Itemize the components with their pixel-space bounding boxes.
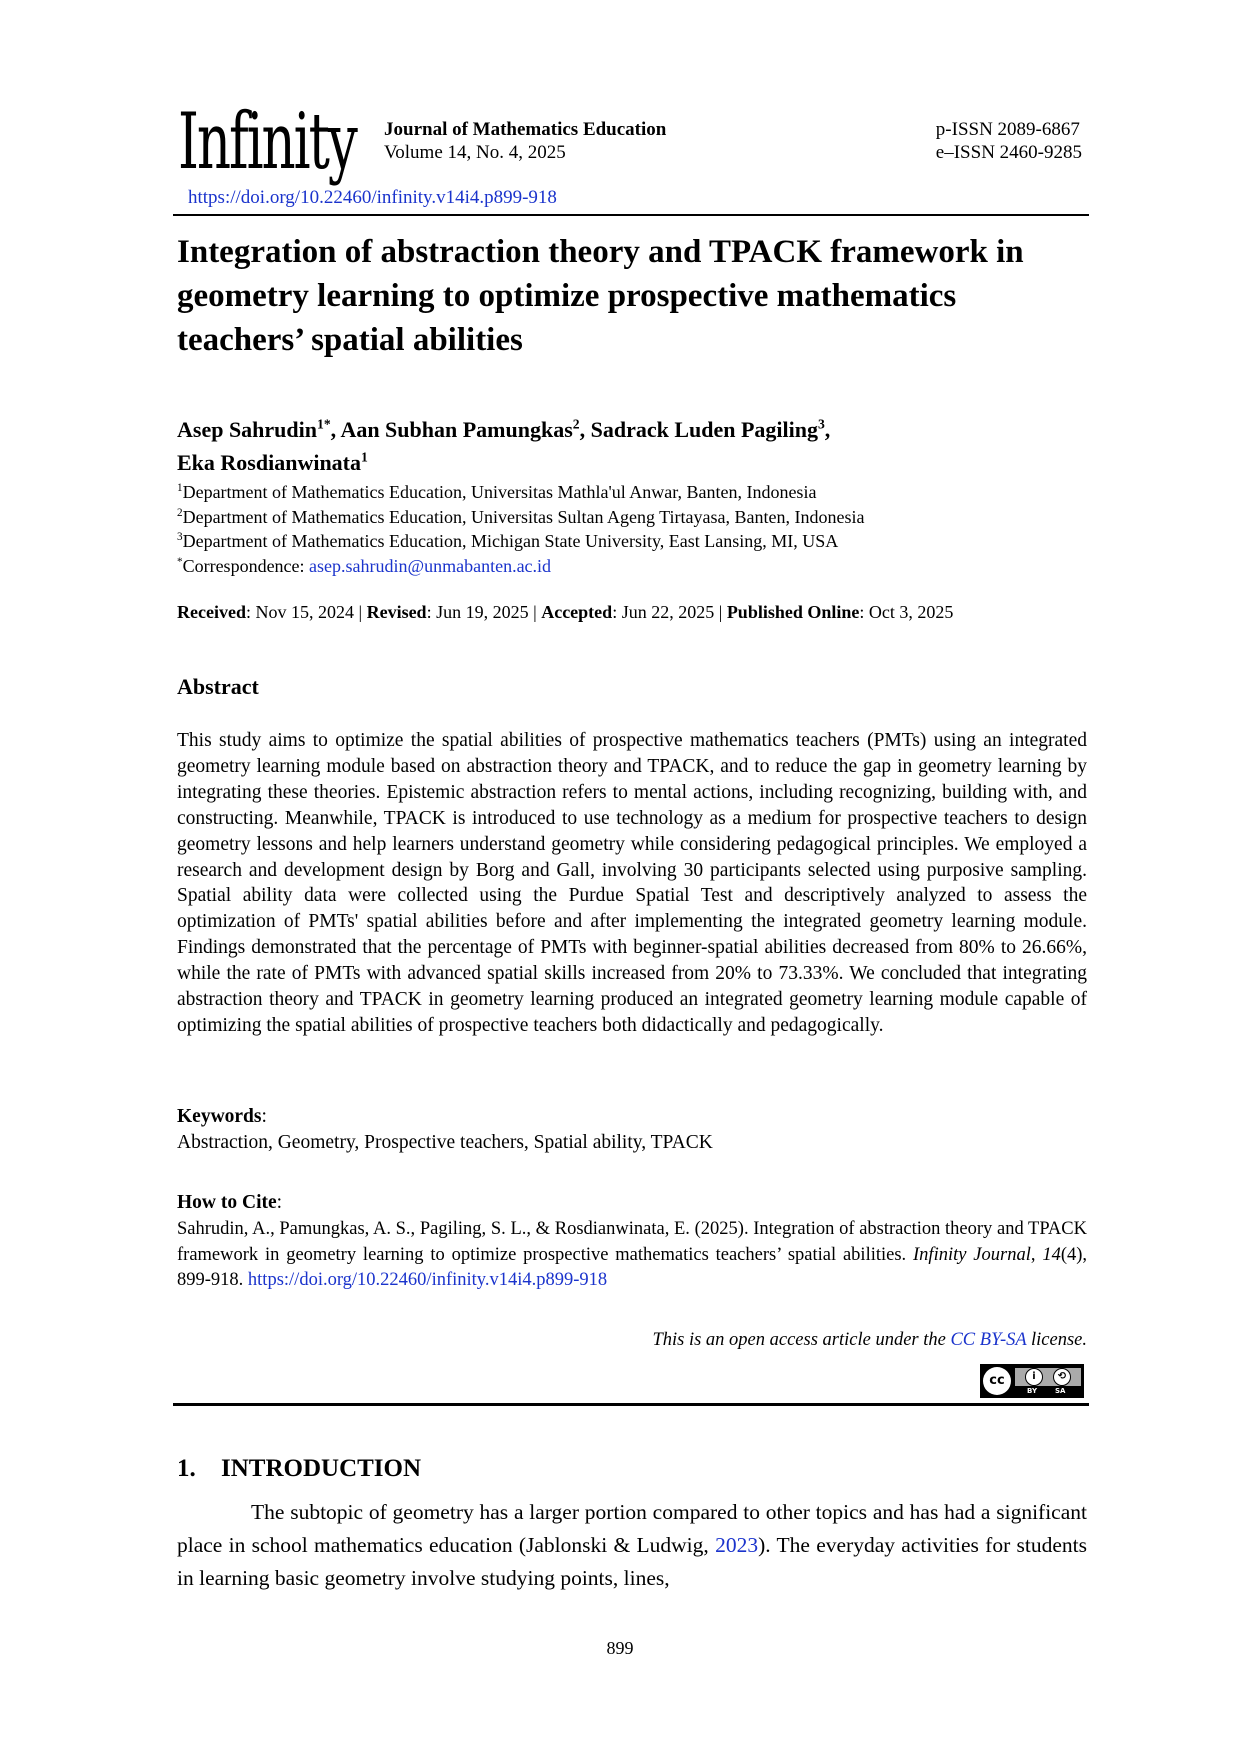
affiliations: [177, 480, 864, 578]
journal-name: Journal of Mathematics Education: [384, 119, 667, 140]
keywords-label: Keywords: [177, 1106, 262, 1127]
article-dates: [177, 600, 953, 624]
citation-doi-link[interactable]: https://doi.org/10.22460/infinity.v14i4.p899-918: [247, 1270, 608, 1290]
license-text-before: This is an open access article under the: [652, 1330, 951, 1350]
affiliation: [177, 505, 864, 530]
author-affil-sup: 3: [817, 416, 825, 432]
author-affil-sup: 1*: [317, 416, 331, 432]
correspondence-sup: *: [177, 555, 183, 568]
published-date: : Oct 3, 2025: [859, 602, 954, 622]
front-matter-divider: [173, 1403, 1089, 1406]
received-date: : Nov 15, 2024: [245, 602, 354, 622]
revised-label: Revised: [366, 602, 427, 622]
header-divider: [173, 214, 1089, 216]
citation-volume: 14: [1042, 1244, 1061, 1265]
author-name: Aan Subhan Pamungkas: [340, 417, 573, 442]
p-issn: p-ISSN 2089-6867: [935, 119, 1080, 140]
affiliation-sup: 2: [177, 506, 183, 519]
cc-by-sa-badge[interactable]: [980, 1364, 1084, 1398]
cc-icon: cc: [983, 1367, 1011, 1395]
citation-label: How to Cite: [177, 1192, 277, 1213]
keywords-colon: :: [261, 1106, 267, 1127]
affiliation-text: Department of Mathematics Education, Michigan State University, East Lansing, MI, USA: [182, 531, 839, 551]
abstract-heading: Abstract: [177, 674, 259, 699]
author-list: Asep Sahrudin$^{1*}$, Aan Subhan Pamungkas$^2$, Sadrack Luden Pagiling$^3$, Eka Rosdianwinata$^1$: [177, 416, 831, 475]
citation-heading: [177, 1192, 282, 1214]
page-number: 899: [606, 1638, 634, 1658]
journal-logo: Infinity: [178, 97, 356, 187]
abstract-text: This study aims to optimize the spatial abilities of prospective mathematics teachers (PMTs) using an integrated geometry learning module based on abstraction theory and TPACK, and to reduce the gap in geometry learning by integrating these theories. Epistemic abstraction refers to mental actions, including recognizing, building with, and constructing. Meanwhile, TPACK is introduced to use technology as a medium for prospective teachers to design geometry lessons and help learners understand geometry while considering pedagogical principles. We employed a research and development design by Borg and Gall, involving 30 participants selected using purposive sampling. Spatial ability data were collected using the Purdue Spatial Test and descriptively analyzed to assess the optimization of PMTs' spatial abilities before and after implementing the integrated geometry learning module. Findings demonstrated that the percentage of PMTs with beginner-spatial abilities decreased from 80% to 26.66%, while the rate of PMTs with advanced spatial skills increased from 20% to 73.33%. We concluded that integrating abstraction theory and TPACK in geometry learning produced an integrated geometry learning module capable of optimizing the spatial abilities of prospective teachers both didactically and pedagogically.: [177, 730, 1087, 1036]
date-separator: |: [714, 602, 727, 622]
correspondence-email-link[interactable]: asep.sahrudin@unmabanten.ac.id: [309, 555, 552, 576]
citation-body: Sahrudin, A., Pamungkas, A. S., Pagiling, S. L., & Rosdianwinata, E. (2025). Integration of abstraction theory and TPACK framework in geometry learning to optimize prospective mathematics teachers’ spatial abilities.: [177, 1219, 1087, 1265]
author-name: Eka Rosdianwinata: [177, 450, 362, 475]
citation-comma: ,: [1030, 1244, 1043, 1265]
e-issn: e–ISSN 2460-9285: [935, 142, 1082, 163]
intro-text-after: ). The everyday activities for students in learning basic geometry involve studying points, lines,: [177, 1533, 1087, 1590]
affiliation-sup: 1: [177, 482, 183, 494]
intro-text-before: The subtopic of geometry has a larger portion compared to other topics and has had a significant place in school mathematics education (Jablonski & Ludwig,: [177, 1500, 1087, 1557]
affiliation-sup: 3: [177, 531, 183, 543]
license-link[interactable]: CC BY-SA: [950, 1330, 1027, 1350]
badge-by-label: BY: [1027, 1387, 1038, 1395]
attribution-icon: i: [1025, 1368, 1043, 1386]
author-affil-sup: 2: [572, 416, 580, 432]
citation-colon: :: [276, 1192, 283, 1213]
accepted-label: Accepted: [541, 602, 613, 622]
affiliation-text: Department of Mathematics Education, Universitas Mathla'ul Anwar, Banten, Indonesia: [182, 482, 817, 502]
accepted-date: : Jun 22, 2025: [612, 602, 715, 622]
keywords-list: Abstraction, Geometry, Prospective teachers, Spatial ability, TPACK: [177, 1132, 713, 1153]
introduction-paragraph: [177, 1496, 1087, 1595]
badge-sa-label: SA: [1055, 1387, 1066, 1395]
correspondence: [177, 554, 864, 579]
section-heading-introduction: [177, 1455, 421, 1483]
reference-link[interactable]: 2023: [715, 1533, 759, 1557]
published-label: Published Online: [726, 602, 860, 622]
article-title: Integration of abstraction theory and TPACK framework in geometry learning to optimize prospective mathematics teachers’ spatial abilities: [177, 234, 1024, 358]
revised-date: : Jun 19, 2025: [426, 602, 529, 622]
author-name: Sadrack Luden Pagiling: [590, 417, 818, 442]
citation-text: [177, 1217, 1087, 1294]
doi-link-header[interactable]: https://doi.org/10.22460/infinity.v14i4.p899-918: [188, 187, 557, 208]
affiliation-text: Department of Mathematics Education, Universitas Sultan Ageng Tirtayasa, Banten, Indonesia: [182, 506, 865, 527]
affiliation: [177, 529, 864, 554]
issn-block: [936, 118, 1082, 164]
date-separator: |: [353, 602, 367, 622]
license-statement: [652, 1330, 1087, 1351]
received-label: Received: [177, 602, 246, 622]
license-text-after: license.: [1026, 1330, 1087, 1350]
citation-journal: Infinity Journal: [913, 1244, 1031, 1265]
author-name: Asep Sahrudin: [177, 417, 318, 442]
date-separator: |: [528, 602, 542, 622]
citation-issue-pages: (4), 899-918.: [177, 1244, 1088, 1290]
affiliation: [177, 480, 864, 505]
correspondence-label: Correspondence:: [182, 555, 310, 576]
author-affil-sup: 1: [361, 449, 368, 465]
journal-info: [384, 118, 666, 164]
section-title: INTRODUCTION: [221, 1455, 422, 1482]
share-alike-icon: ⟲: [1053, 1368, 1071, 1386]
journal-volume: Volume 14, No. 4, 2025: [384, 142, 566, 163]
keywords-heading: [177, 1106, 267, 1128]
section-number: 1.: [177, 1455, 196, 1482]
